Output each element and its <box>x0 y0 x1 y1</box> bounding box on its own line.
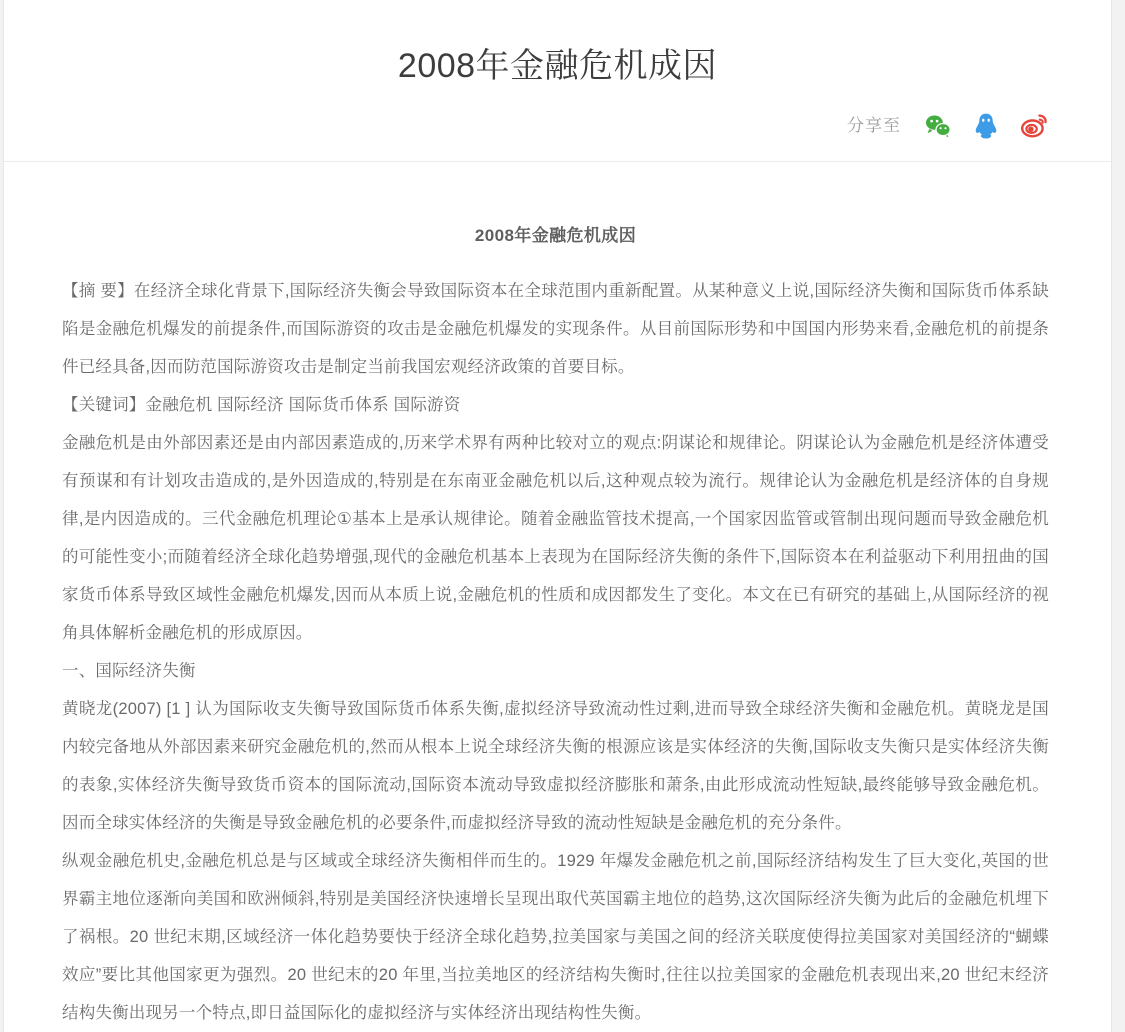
wechat-share-icon[interactable] <box>923 111 953 141</box>
paragraph: 【摘 要】在经济全球化背景下,国际经济失衡会导致国际资本在全球范围内重新配置。从某种意义上说,国际经济失衡和国际货币体系缺陷是金融危机爆发的前提条件,而国际游资的攻击是金融危机爆发的实现条件。从目前国际形势和中国国内形势来看,金融危机的前提条件已经具备,因而防范国际游资攻击是制定当前我国宏观经济政策的首要目标。 <box>62 281 1049 376</box>
page-title: 2008年金融危机成因 <box>397 47 718 85</box>
paragraph: 【关键词】金融危机 国际经济 国际货币体系 国际游资 <box>62 395 461 414</box>
weibo-share-icon[interactable] <box>1019 111 1049 141</box>
article-title: 2008年金融危机成因 <box>474 225 637 245</box>
paragraph: 黄晓龙(2007) [1 ] 认为国际收支失衡导致国际货币体系失衡,虚拟经济导致流动性过剩,进而导致全球经济失衡和金融危机。黄晓龙是国内较完备地从外部因素来研究金融危机的,然而从根本上说全球经济失衡的根源应该是实体经济的失衡,国际收支失衡只是实体经济失衡的表象,实体经济失衡导致货币资本的国际流动,国际资本流动导致虚拟经济膨胀和萧条,由此形成流动性短缺,最终能够导致金融危机。因而全球实体经济的失衡是导致金融危机的必要条件,而虚拟经济导致的流动性短缺是金融危机的充分条件。 <box>62 699 1049 832</box>
paragraph: 纵观金融危机史,金融危机总是与区域或全球经济失衡相伴而生的。1929 年爆发金融危机之前,国际经济结构发生了巨大变化,英国的世界霸主地位逐渐向美国和欧洲倾斜,特别是美国经济快速增长呈现出取代英国霸主地位的趋势,这次国际经济失衡为此后的金融危机埋下了祸根。20 世纪末期,区域经济一体化趋势要快于经济全球化趋势,拉美国家与美国之间的经济关联度使得拉美国家对美国经济的“蝴蝶效应”要比其他国家更为强烈。20 世纪末的20 年里,当拉美地区的经济结构失衡时,往往以拉美国家的金融危机表现出来,20 世纪末经济结构失衡出现另一个特点,即日益国际化的虚拟经济与实体经济出现结构性失衡。 <box>62 851 1049 1022</box>
share-label: 分享至 <box>847 116 901 136</box>
page-container <box>3 0 1112 1032</box>
article-body <box>4 162 1111 1032</box>
qq-share-icon[interactable] <box>971 111 1001 141</box>
article-paragraphs <box>62 272 1049 1032</box>
paragraph: 金融危机是由外部因素还是由内部因素造成的,历来学术界有两种比较对立的观点:阴谋论和规律论。阴谋论认为金融危机是经济体遭受有预谋和有计划攻击造成的,是外因造成的,特别是在东南亚金融危机以后,这种观点较为流行。规律论认为金融危机是经济体的自身规律,是内因造成的。三代金融危机理论①基本上是承认规律论。随着金融监管技术提高,一个国家因监管或管制出现问题而导致金融危机的可能性变小;而随着经济全球化趋势增强,现代的金融危机基本上表现为在国际经济失衡的条件下,国际资本在利益驱动下利用扭曲的国家货币体系导致区域性金融危机爆发,因而从本质上说,金融危机的性质和成因都发生了变化。本文在已有研究的基础上,从国际经济的视角具体解析金融危机的形成原因。 <box>62 433 1049 642</box>
share-bar <box>4 87 1111 161</box>
page-header <box>4 0 1111 162</box>
section-heading: 一、国际经济失衡 <box>62 661 196 680</box>
